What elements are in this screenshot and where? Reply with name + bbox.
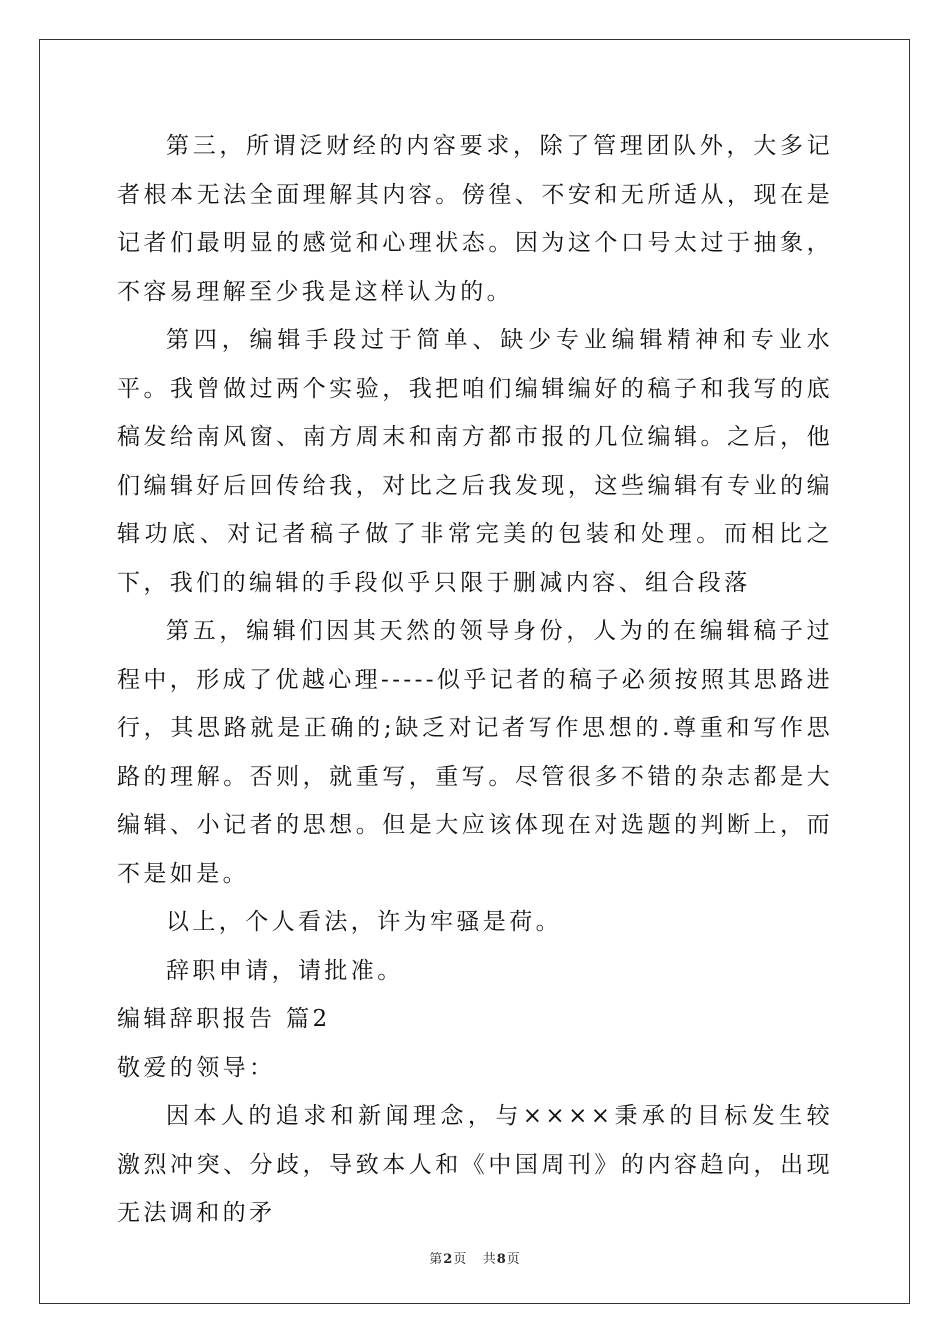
footer-total-suffix: 页 (506, 1252, 521, 1267)
footer-page-prefix: 第 (429, 1252, 444, 1267)
footer-total-prefix: 共 (482, 1252, 497, 1267)
paragraph-third-point: 第三，所谓泛财经的内容要求，除了管理团队外，大多记者根本无法全面理解其内容。傍徨、不安和无所适从，现在是记者们最明显的感觉和心理状态。因为这个口号太过于抽象，不容易理解至少我是这样认为的。 (117, 133, 833, 305)
salutation: 敬爱的领导： (117, 1054, 276, 1081)
footer-page-current: 2 (443, 1252, 454, 1267)
paragraph-opinion: 以上，个人看法，许为牢骚是荷。 (166, 909, 562, 935)
document-body (117, 122, 833, 1238)
footer-page-suffix: 页 (453, 1252, 468, 1267)
section-heading: 编辑辞职报告 篇2 (117, 1006, 331, 1032)
paragraph-reason: 因本人的追求和新闻理念，与××××秉承的目标发生较激烈冲突、分歧，导致本人和《中国周刊》的内容趋向，出现无法调和的矛 (117, 1103, 833, 1226)
paragraph-request: 辞职申请，请批准。 (166, 957, 404, 984)
page-number-footer (0, 1248, 950, 1267)
footer-page-total: 8 (496, 1252, 507, 1267)
paragraph-fourth-point: 第四，编辑手段过于简单、缺少专业编辑精神和专业水平。我曾做过两个实验，我把咱们编辑编好的稿子和我写的底稿发给南风窗、南方周末和南方都市报的几位编辑。之后，他们编辑好后回传给我，对比之后我发现，这些编辑有专业的编辑功底、对记者稿子做了非常完美的包装和处理。而相比之下，我们的编辑的手段似乎只限于删减内容、组合段落 (117, 327, 833, 596)
paragraph-fifth-point: 第五，编辑们因其天然的领导身份，人为的在编辑稿子过程中，形成了优越心理-----似乎记者的稿子必须按照其思路进行，其思路就是正确的;缺乏对记者写作思想的.尊重和写作思路的理解。否则，就重写，重写。尽管很多不错的杂志都是大编辑、小记者的思想。但是大应该体现在对选题的判断上，而不是如是。 (117, 618, 833, 887)
